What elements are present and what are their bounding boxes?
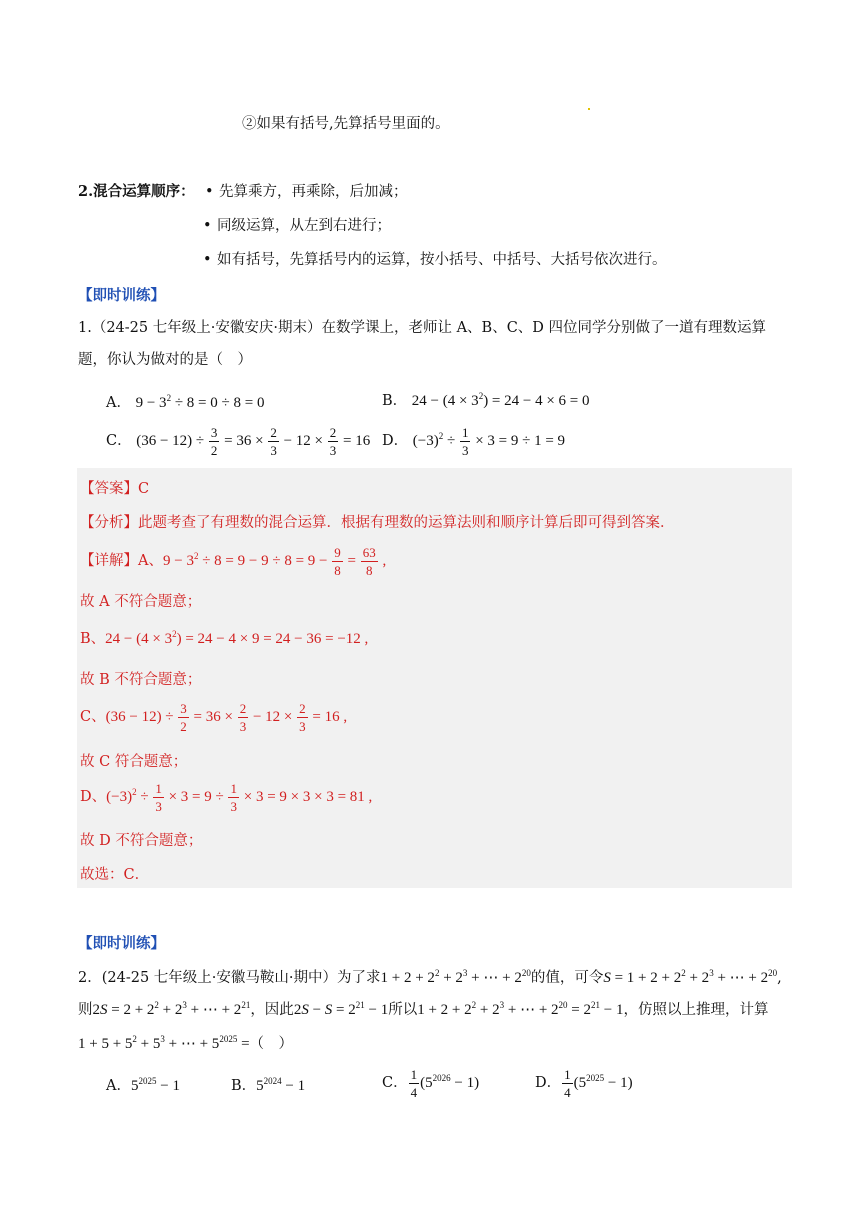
detail-b: B、$24 - (4 \times 3^2) = 24 - 4 \times 9 = 24 - 36 = -12$ , <box>80 629 369 647</box>
choice-line: 故选：C． <box>80 867 150 883</box>
q2-line3: $1 + 5 + 5^2 + 5^3$ + ⋯ + $5^{2025}$ =（ ） <box>78 1034 294 1052</box>
q2-option-d[interactable]: D． $\frac{1}{4}$ $(5^{2025} - 1)$ <box>535 1067 633 1100</box>
detail-c: C、(36 − 12) ÷ $\frac{3}{2}$ = 36 × $\frac{2}{3}$ − 12 × $\frac{2}{3}$ = 16 , <box>80 701 348 734</box>
analysis-line: 【分析】此题考查了有理数的混合运算．根据有理数的运算法则和顺序计算后即可得到答案． <box>80 515 675 531</box>
q1-option-d[interactable]: D． $(-3)^2$ ÷ $\frac{1}{3}$ × 3 = 9 ÷ 1 = 9 <box>382 425 566 458</box>
q1-stem-line2: 题，你认为做对的是（ ） <box>78 352 252 368</box>
q1-option-c[interactable]: C． (36 − 12) ÷ $\frac{3}{2}$ = 36 × $\frac{2}{3}$ − 12 × $\frac{2}{3}$ = 16 <box>106 425 371 458</box>
training-label: 【即时训练】 <box>78 287 165 304</box>
detail-a: 【详解】A、$9 - 3^2 \div 8 = 9 - 9 \div 8 = 9$ − $\frac{9}{8}$ = $\frac{63}{8}$ , <box>80 545 387 578</box>
q2-option-c[interactable]: C． $\frac{1}{4}$ $(5^{2026} - 1)$ <box>382 1067 480 1100</box>
answer-line: 【答案】C <box>80 481 150 497</box>
q2-line2: 则$2S = 2 + 2^2 + 2^3$ + ⋯ + $2^{21}$，因此$2S - S = 2^{21} - 1$所以$1 + 2 + 2^2 + 2^3$ + ⋯ + $2^{20} = 2^{21} - 1$，仿照以上推理，计算 <box>78 1000 769 1018</box>
section2-bullet-3: • 如有括号，先算括号内的运算，按小括号、中括号、大括号依次进行。 <box>203 252 667 268</box>
section2-title: 2.混合运算顺序： <box>78 183 195 200</box>
q2-line1: 2．(24-25 七年级上·安徽马鞍山·期中）为了求$1 + 2 + 2^2 + 2^3$ + ⋯ + $2^{20}$的值，可令$S = 1 + 2 + 2^2 + 2^3$ + ⋯ + $2^{20}$, <box>78 968 782 986</box>
training-label-2: 【即时训练】 <box>78 935 165 952</box>
section2-bullet-2: • 同级运算，从左到右进行； <box>203 218 391 234</box>
q1-option-b[interactable]: B． $24 - (4 \times 3^2) = 24 - 4 \times 6 = 0$ <box>382 391 590 409</box>
q1-option-a[interactable]: A． $9 - 3^2 \div 8 = 0 \div 8 = 0$ <box>106 393 265 411</box>
detail-d: D、$(-3)^2$ ÷ $\frac{1}{3}$ × 3 = 9 ÷ $\frac{1}{3}$ × 3 = 9 × 3 × 3 = 81 , <box>80 781 373 814</box>
yes-c-line: 故 C 符合题意； <box>80 754 188 770</box>
q2-option-a[interactable]: A．$5^{2025} - 1$ <box>106 1076 180 1094</box>
section2-bullet-1: • 先算乘方，再乘除，后加减； <box>205 184 408 200</box>
q1-stem-line1: 1.（24-25 七年级上·安徽安庆·期末）在数学课上，老师让 A、B、C、D 四位同学分别做了一道有理数运算 <box>78 320 767 336</box>
rule-item: ②如果有括号,先算括号里面的。 <box>242 116 450 132</box>
not-d-line: 故 D 不符合题意； <box>80 833 203 849</box>
q2-option-b[interactable]: B．$5^{2024} - 1$ <box>231 1076 306 1094</box>
not-a-line: 故 A 不符合题意； <box>80 594 202 610</box>
not-b-line: 故 B 不符合题意； <box>80 672 202 688</box>
decorative-dot <box>588 108 590 110</box>
